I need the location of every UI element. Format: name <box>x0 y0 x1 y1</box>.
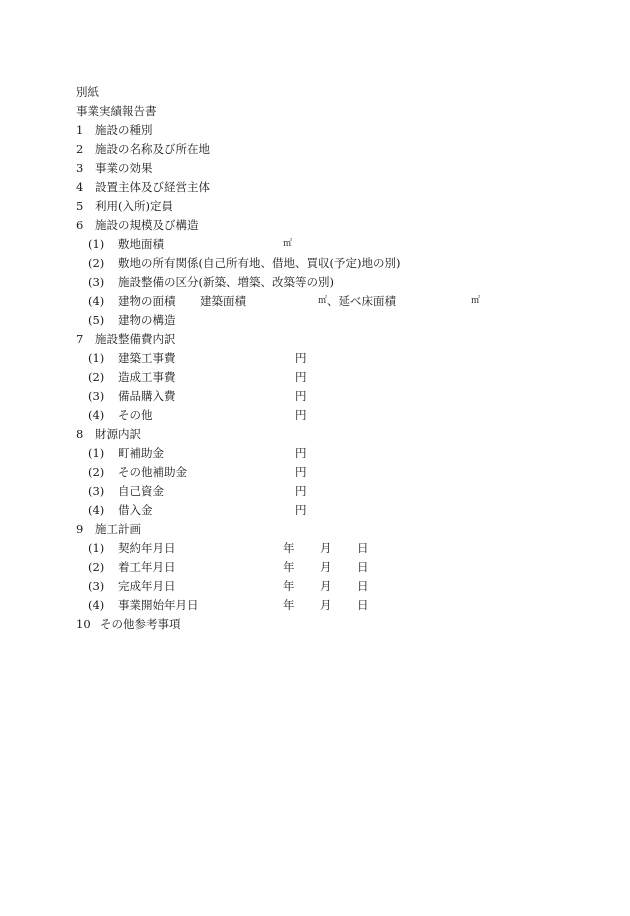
section-label: 施工計画 <box>95 522 141 536</box>
section-label: その他参考事項 <box>100 617 181 631</box>
section-4 <box>76 178 596 197</box>
item-number: (1) <box>88 351 105 365</box>
list-item <box>76 349 596 368</box>
list-item <box>76 444 596 463</box>
list-item <box>76 311 596 330</box>
section-number: 8 <box>76 427 84 441</box>
section-2 <box>76 140 596 159</box>
section-10 <box>76 615 596 634</box>
section-9 <box>76 520 596 539</box>
list-item <box>76 482 596 501</box>
list-item <box>76 292 596 311</box>
month-unit: 月 <box>320 579 332 593</box>
section-7 <box>76 330 596 349</box>
section-label: 施設の名称及び所在地 <box>95 142 210 156</box>
yen-unit: 円 <box>295 370 307 384</box>
document-title: 事業実績報告書 <box>76 104 157 118</box>
section-label: 事業の効果 <box>95 161 153 175</box>
item-label: 完成年月日 <box>118 579 176 593</box>
list-item <box>76 558 596 577</box>
area-unit: ㎡ <box>283 239 293 249</box>
item-number: (3) <box>88 389 105 403</box>
yen-unit: 円 <box>295 484 307 498</box>
yen-unit: 円 <box>295 408 307 422</box>
year-unit: 年 <box>283 541 295 555</box>
month-unit: 月 <box>320 560 332 574</box>
item-number: (5) <box>88 313 105 327</box>
year-unit: 年 <box>283 560 295 574</box>
section-number: 9 <box>76 522 84 536</box>
item-label: 契約年月日 <box>118 541 176 555</box>
item-number: (4) <box>88 408 105 422</box>
section-3 <box>76 159 596 178</box>
yen-unit: 円 <box>295 465 307 479</box>
title-line <box>76 102 596 121</box>
yen-unit: 円 <box>295 351 307 365</box>
area-unit: ㎡ <box>318 296 328 306</box>
item-number: (3) <box>88 484 105 498</box>
section-number: 7 <box>76 332 84 346</box>
item-label: 敷地面積 <box>118 237 164 251</box>
list-item <box>76 235 596 254</box>
item-label: 建築工事費 <box>118 351 176 365</box>
section-label: 施設の規模及び構造 <box>95 218 199 232</box>
list-item <box>76 463 596 482</box>
section-label: 財源内訳 <box>95 427 141 441</box>
list-item <box>76 501 596 520</box>
list-item <box>76 539 596 558</box>
item-label: 建物の構造 <box>118 313 176 327</box>
list-item <box>76 273 596 292</box>
year-unit: 年 <box>283 579 295 593</box>
list-item <box>76 387 596 406</box>
item-label: 敷地の所有関係(自己所有地、借地、買収(予定)地の別) <box>118 256 401 270</box>
item-number: (2) <box>88 256 105 270</box>
section-label: 施設の種別 <box>95 123 153 137</box>
item-label: 借入金 <box>118 503 153 517</box>
section-number: 3 <box>76 161 84 175</box>
section-number: 2 <box>76 142 84 156</box>
item-number: (3) <box>88 579 105 593</box>
item-label: 自己資金 <box>118 484 164 498</box>
item-number: (1) <box>88 541 105 555</box>
list-item <box>76 577 596 596</box>
item-number: (4) <box>88 598 105 612</box>
section-number: 5 <box>76 199 84 213</box>
list-item <box>76 368 596 387</box>
year-unit: 年 <box>283 598 295 612</box>
section-number: 1 <box>76 123 84 137</box>
list-item <box>76 406 596 425</box>
item-label: 建物の面積 <box>118 294 176 308</box>
section-label: 設置主体及び経営主体 <box>95 180 210 194</box>
item-number: (1) <box>88 237 105 251</box>
item-number: (2) <box>88 370 105 384</box>
day-unit: 日 <box>357 579 369 593</box>
month-unit: 月 <box>320 598 332 612</box>
total-floor-area-label: 、延べ床面積 <box>327 294 396 308</box>
building-area-label: 建築面積 <box>200 294 246 308</box>
day-unit: 日 <box>357 598 369 612</box>
item-number: (4) <box>88 503 105 517</box>
list-item <box>76 254 596 273</box>
list-item <box>76 596 596 615</box>
item-label: 町補助金 <box>118 446 164 460</box>
day-unit: 日 <box>357 560 369 574</box>
item-label: 造成工事費 <box>118 370 176 384</box>
item-number: (2) <box>88 465 105 479</box>
item-label: 事業開始年月日 <box>118 598 199 612</box>
month-unit: 月 <box>320 541 332 555</box>
yen-unit: 円 <box>295 446 307 460</box>
section-label: 施設整備費内訳 <box>95 332 176 346</box>
section-number: 10 <box>76 617 91 631</box>
report-body <box>76 83 596 634</box>
item-number: (1) <box>88 446 105 460</box>
annex-label-line <box>76 83 596 102</box>
section-1 <box>76 121 596 140</box>
section-5 <box>76 197 596 216</box>
section-label: 利用(入所)定員 <box>95 199 173 213</box>
day-unit: 日 <box>357 541 369 555</box>
item-number: (3) <box>88 275 105 289</box>
item-number: (2) <box>88 560 105 574</box>
area-unit: ㎡ <box>471 296 481 306</box>
annex-label: 別紙 <box>76 85 99 99</box>
item-label: 着工年月日 <box>118 560 176 574</box>
section-number: 6 <box>76 218 84 232</box>
section-number: 4 <box>76 180 84 194</box>
item-label: 施設整備の区分(新築、増築、改築等の別) <box>118 275 334 289</box>
item-number: (4) <box>88 294 105 308</box>
section-6 <box>76 216 596 235</box>
item-label: その他補助金 <box>118 465 187 479</box>
yen-unit: 円 <box>295 503 307 517</box>
yen-unit: 円 <box>295 389 307 403</box>
item-label: 備品購入費 <box>118 389 176 403</box>
item-label: その他 <box>118 408 153 422</box>
section-8 <box>76 425 596 444</box>
